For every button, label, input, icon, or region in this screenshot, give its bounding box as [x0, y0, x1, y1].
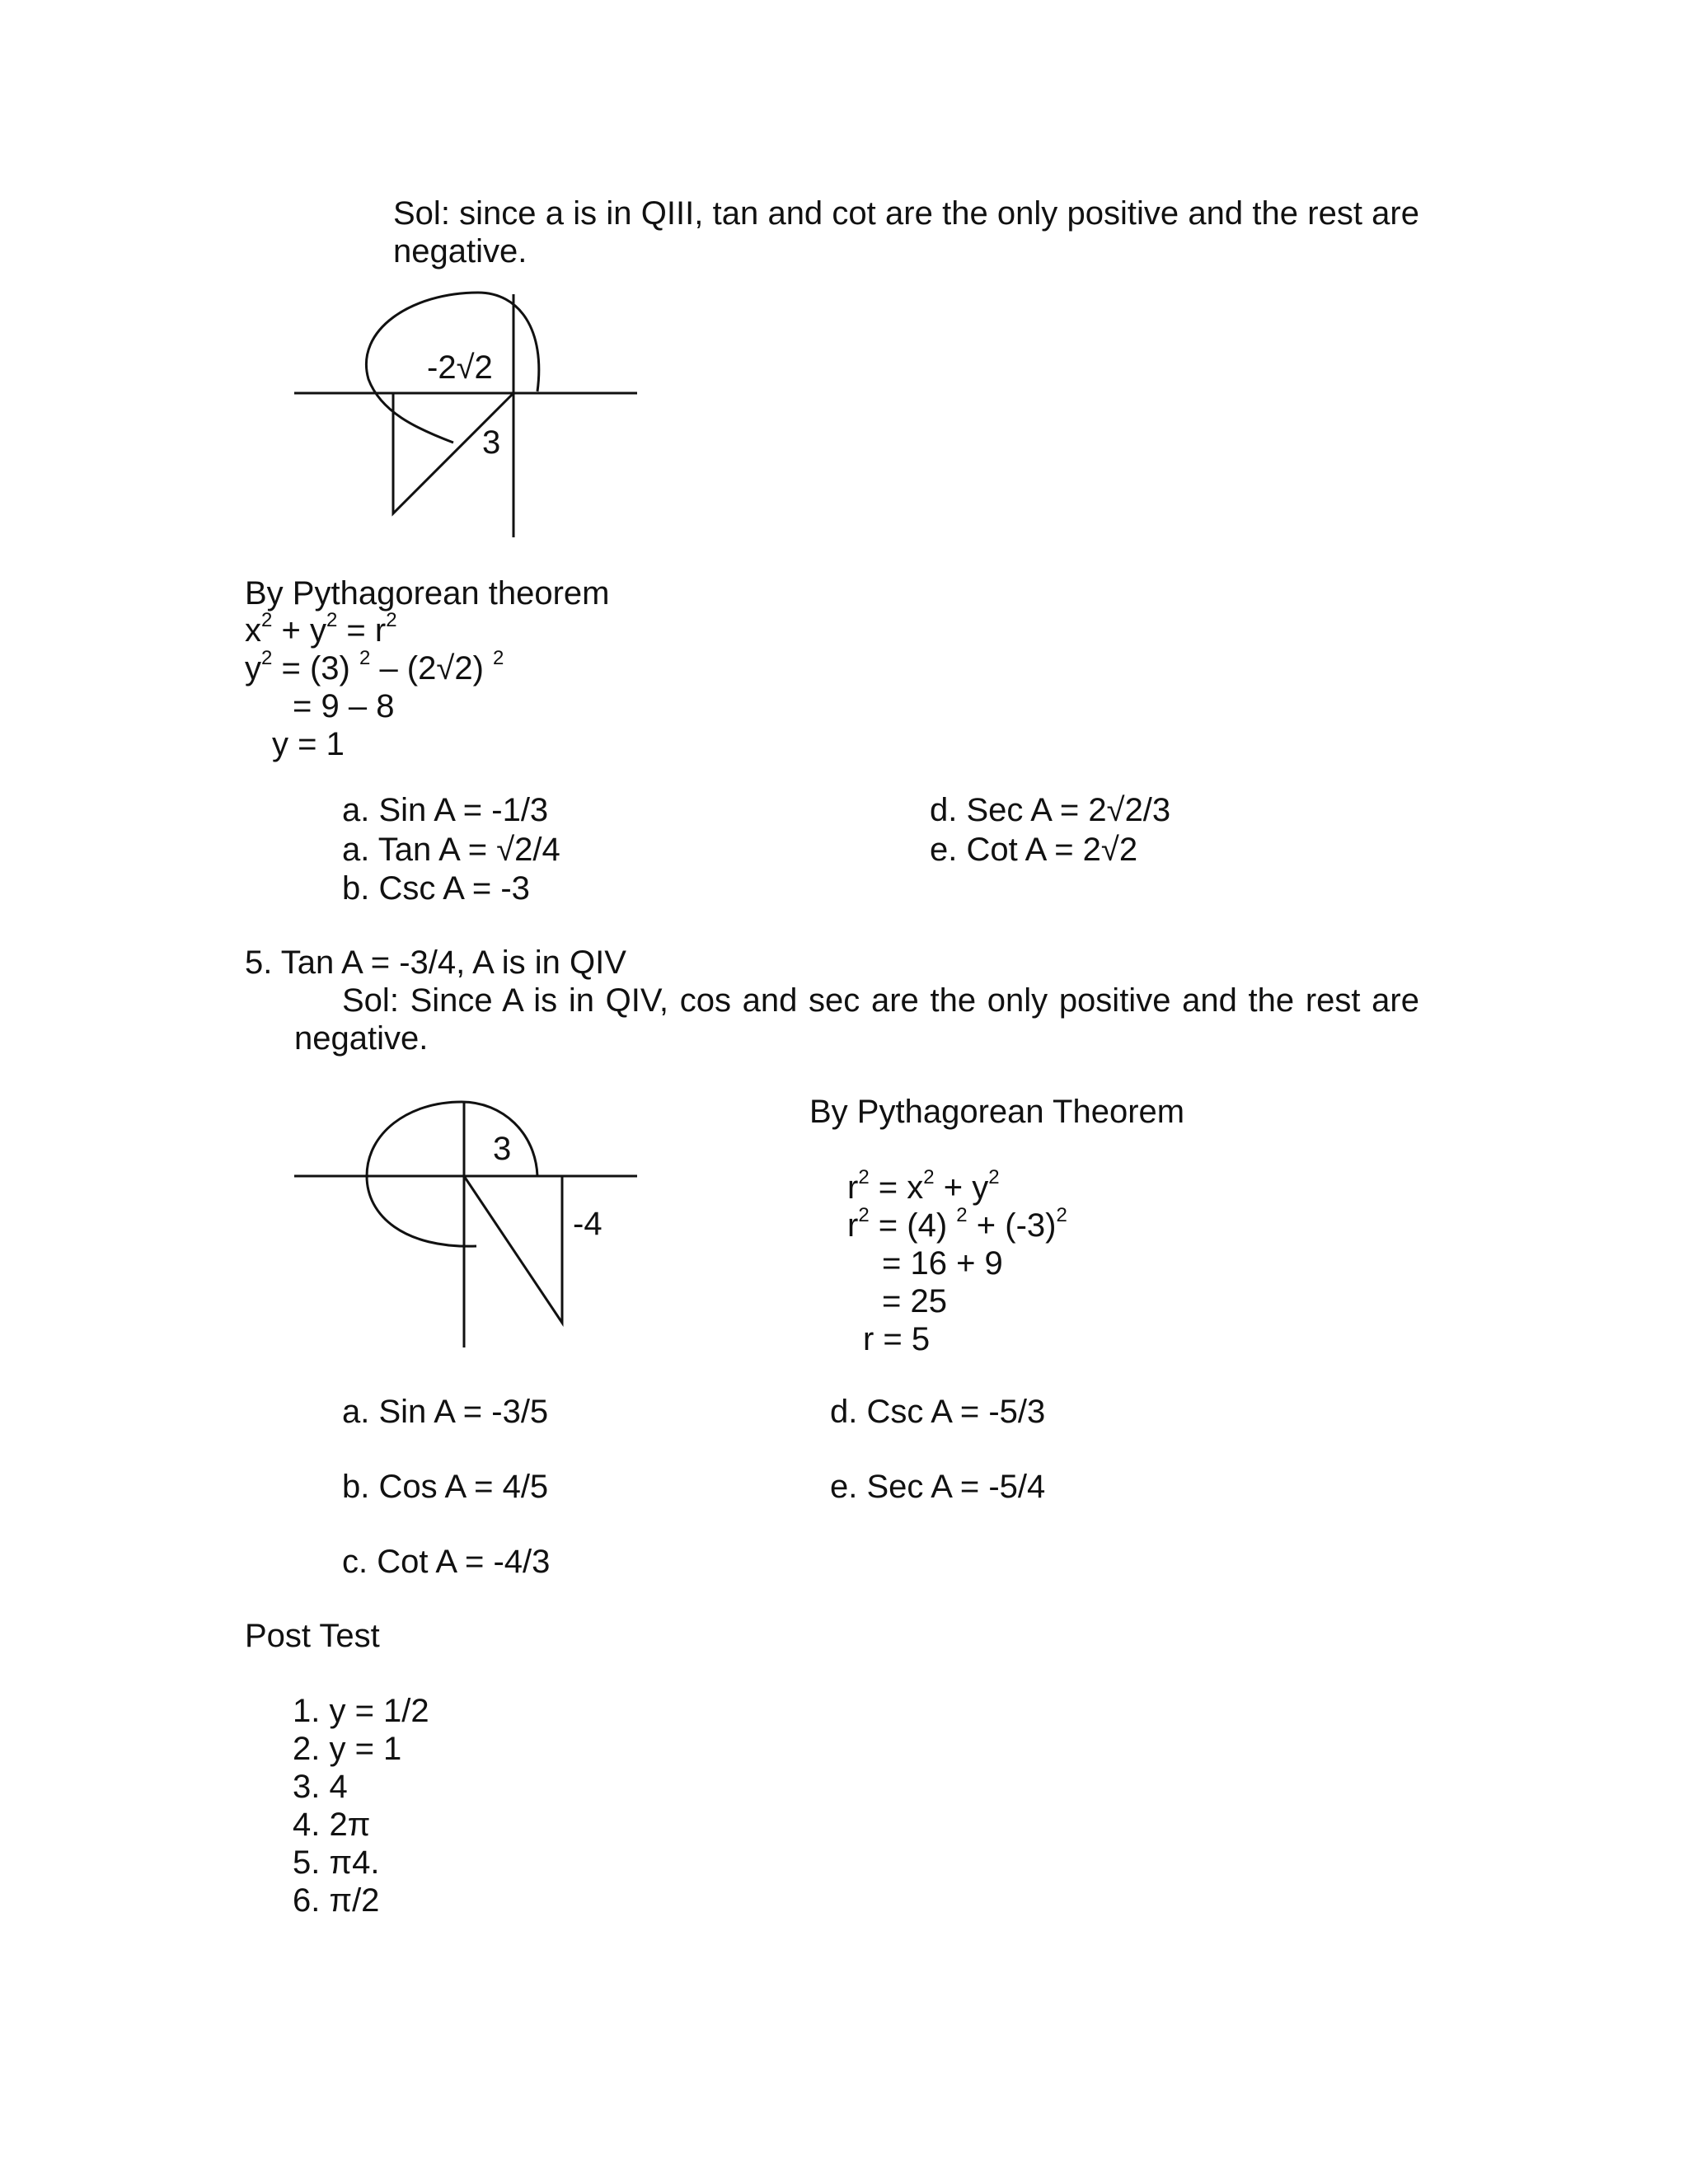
q5-eq4: = 25: [882, 1283, 947, 1319]
post-test-item: 1. y = 1/2: [293, 1693, 429, 1729]
q4-eq4: y = 1: [272, 726, 345, 762]
q4-label-adjacent: -2√2: [427, 349, 493, 386]
q5-label-side: -4: [573, 1206, 603, 1242]
q5-answer-e: e. Sec A = -5/4: [830, 1469, 1046, 1505]
q5-eq3: = 16 + 9: [882, 1245, 1003, 1282]
q4-solution-text: Sol: since a is in QIII, tan and cot are the only positive and the rest are negative.: [393, 195, 1419, 269]
q5-eq5: r = 5: [863, 1321, 931, 1357]
q4-answer-a2: a. Tan A = √2/4: [342, 832, 560, 868]
post-test-title: Post Test: [245, 1618, 380, 1654]
q4-answer-e: e. Cot A = 2√2: [930, 832, 1138, 868]
q4-label-hypotenuse: 3: [482, 424, 501, 461]
q5-triangle: [464, 1176, 562, 1323]
q5-heading: 5. Tan A = -3/4, A is in QIV: [245, 944, 626, 981]
q5-answer-c: c. Cot A = -4/3: [342, 1544, 551, 1580]
q4-eq2: $y^2 = (3)$ $^2$ – (2√2) $^2$: [245, 646, 504, 687]
post-test-item: 3. 4: [293, 1769, 348, 1805]
q5-answer-d: d. Csc A = -5/3: [830, 1394, 1046, 1430]
q5-eq1: $r^2 = x^2 + y^2$: [847, 1165, 1000, 1206]
q5-angle-arc: [367, 1102, 537, 1246]
post-test-item: 4. 2π: [293, 1807, 371, 1843]
post-test-item: 2. y = 1: [293, 1731, 402, 1767]
post-test-item: 6. π/2: [293, 1882, 380, 1919]
q4-pythag-title: By Pythagorean theorem: [245, 575, 610, 612]
post-test-item: 5. π4.: [293, 1844, 380, 1881]
q4-answer-b: b. Csc A = -3: [342, 870, 530, 907]
q5-label-top: 3: [493, 1131, 512, 1167]
q5-answer-a: a. Sin A = -3/5: [342, 1394, 549, 1430]
q4-answer-a1: a. Sin A = -1/3: [342, 792, 549, 828]
q4-answer-d: d. Sec A = 2√2/3: [930, 792, 1171, 828]
q4-eq3: = 9 – 8: [293, 688, 395, 724]
q5-eq2: $r^2 = (4) ^2 + (-3)^2$: [847, 1203, 1067, 1244]
q5-solution-text: Sol: Since A is in QIV, cos and sec are the only positive and the rest are negative.: [294, 982, 1419, 1057]
q5-pythag-title: By Pythagorean Theorem: [809, 1094, 1185, 1130]
q4-eq1: $x^2 + y^2 = r^2$: [245, 608, 397, 649]
q5-answer-b: b. Cos A = 4/5: [342, 1469, 549, 1505]
